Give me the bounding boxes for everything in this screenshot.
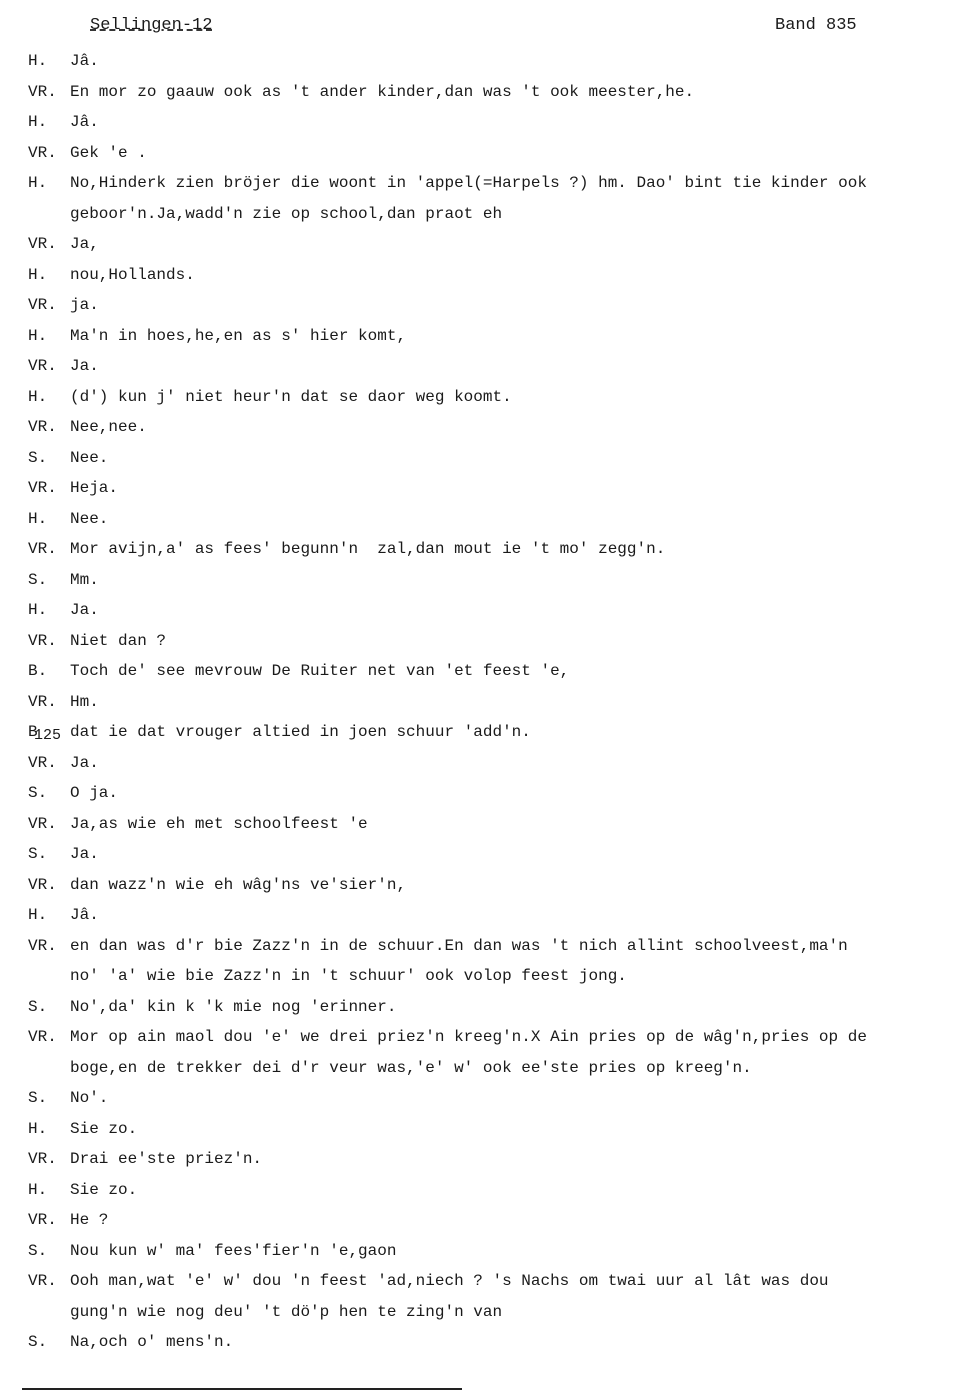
transcript-line bbox=[28, 138, 958, 169]
transcript-line bbox=[28, 748, 958, 779]
utterance-text: Mor op ain maol dou 'e' we drei priez'n kreeg'n.X Ain pries op de wâg'n,pries op de bbox=[70, 1028, 867, 1046]
speaker-label: S. bbox=[28, 1241, 48, 1260]
utterance-text: boge,en de trekker dei d'r veur was,'e' w' ook ee'ste pries op kreeg'n. bbox=[70, 1058, 752, 1077]
speaker-label: VR. bbox=[28, 1211, 57, 1229]
speaker-label: H. bbox=[28, 113, 48, 131]
transcript-line bbox=[28, 1144, 958, 1175]
utterance-text: ja. bbox=[70, 296, 99, 314]
transcript-line bbox=[28, 46, 958, 77]
speaker-label: VR. bbox=[28, 1028, 57, 1046]
utterance-text: No,Hinderk zien bröjer die woont in 'appel(=Harpels ?) hm. Dao' bint tie kinder ook bbox=[70, 174, 867, 192]
speaker-label: H. bbox=[28, 387, 48, 406]
utterance-text: nou,Hollands. bbox=[70, 265, 195, 284]
utterance-text: Jâ. bbox=[70, 113, 99, 131]
utterance-text: Drai ee'ste priez'n. bbox=[70, 1150, 263, 1168]
speaker-label: VR. bbox=[28, 875, 57, 894]
transcript-line bbox=[28, 107, 958, 138]
transcript-line bbox=[28, 412, 958, 443]
utterance-text: Ja. bbox=[70, 357, 99, 375]
utterance-text: Ja,as wie eh met schoolfeest 'e bbox=[70, 814, 368, 833]
page-header-band: Band 835 bbox=[775, 16, 857, 35]
transcript-line bbox=[28, 77, 958, 108]
transcript-line bbox=[28, 1266, 958, 1297]
speaker-label: H. bbox=[28, 906, 48, 924]
utterance-text: dan wazz'n wie eh wâg'ns ve'sier'n, bbox=[70, 875, 407, 894]
transcript-line bbox=[28, 809, 958, 840]
utterance-text: Ja. bbox=[70, 601, 99, 619]
utterance-text: geboor'n.Ja,wadd'n zie op school,dan praot eh bbox=[70, 204, 503, 223]
utterance-text: He ? bbox=[70, 1211, 109, 1229]
transcript-line bbox=[28, 565, 958, 596]
utterance-text: Heja. bbox=[70, 479, 119, 497]
transcript-line bbox=[28, 870, 958, 901]
speaker-label: S. bbox=[28, 1089, 48, 1107]
margin-note: 125 bbox=[34, 727, 62, 744]
speaker-label: VR. bbox=[28, 418, 57, 436]
utterance-text: Nou kun w' ma' fees'fier'n 'e,gaon bbox=[70, 1241, 397, 1260]
speaker-label: VR. bbox=[28, 1272, 57, 1290]
utterance-text: En mor zo gaauw ook as 't ander kinder,dan was 't ook meester,he. bbox=[70, 82, 695, 101]
speaker-label: VR. bbox=[28, 82, 57, 101]
speaker-label: VR. bbox=[28, 1150, 57, 1168]
transcript-line bbox=[28, 992, 958, 1023]
speaker-label: VR. bbox=[28, 479, 57, 497]
transcript-line bbox=[28, 321, 958, 352]
transcript-line bbox=[28, 1205, 958, 1236]
speaker-label: VR. bbox=[28, 296, 57, 314]
speaker-label: H. bbox=[28, 265, 48, 284]
utterance-text: Nee. bbox=[70, 448, 109, 467]
utterance-text: No'. bbox=[70, 1089, 109, 1107]
transcript-line bbox=[28, 1053, 958, 1084]
transcript-line bbox=[28, 260, 958, 291]
utterance-text: en dan was d'r bie Zazz'n in de schuur.En dan was 't nich allint schoolveest,ma'n bbox=[70, 936, 848, 955]
utterance-text: gung'n wie nog deu' 't dö'p hen te zing'n van bbox=[70, 1302, 503, 1321]
utterance-text: Na,och o' mens'n. bbox=[70, 1333, 234, 1351]
transcript-line bbox=[28, 839, 958, 870]
speaker-label: S. bbox=[28, 997, 48, 1016]
speaker-label: VR. bbox=[28, 936, 57, 955]
transcript-line bbox=[28, 626, 958, 657]
utterance-text: dat ie dat vrouger altied in joen schuur 'add'n. bbox=[70, 723, 531, 741]
speaker-label: VR. bbox=[28, 235, 57, 253]
utterance-text: Ooh man,wat 'e' w' dou 'n feest 'ad,niech ? 's Nachs om twai uur al lât was dou bbox=[70, 1272, 829, 1290]
transcript-line bbox=[28, 1236, 958, 1267]
utterance-text: Nee,nee. bbox=[70, 418, 147, 436]
speaker-label: VR. bbox=[28, 692, 57, 711]
speaker-label: B bbox=[28, 723, 38, 741]
transcript-line bbox=[28, 961, 958, 992]
transcript-line bbox=[28, 504, 958, 535]
utterance-text: (d') kun j' niet heur'n dat se daor weg koomt. bbox=[70, 387, 512, 406]
transcript-body bbox=[28, 46, 958, 1358]
speaker-label: H. bbox=[28, 509, 48, 528]
page-header-title: Sellingen-12 bbox=[90, 16, 213, 35]
speaker-label: VR. bbox=[28, 357, 57, 375]
transcript-line bbox=[28, 199, 958, 230]
speaker-label: VR. bbox=[28, 814, 57, 833]
transcript-line bbox=[28, 1083, 958, 1114]
footer-rule bbox=[22, 1388, 462, 1390]
speaker-label: B. bbox=[28, 662, 48, 680]
utterance-text: no' 'a' wie bie Zazz'n in 't schuur' ook volop feest jong. bbox=[70, 967, 627, 985]
utterance-text: Nee. bbox=[70, 509, 109, 528]
transcript-line bbox=[28, 778, 958, 809]
utterance-text: Ja. bbox=[70, 845, 99, 863]
utterance-text: Mm. bbox=[70, 570, 99, 589]
speaker-label: S. bbox=[28, 784, 48, 802]
utterance-text: Sie zo. bbox=[70, 1119, 138, 1138]
speaker-label: S. bbox=[28, 845, 48, 863]
transcript-line bbox=[28, 351, 958, 382]
utterance-text: Ja. bbox=[70, 753, 99, 772]
transcript-line bbox=[28, 931, 958, 962]
speaker-label: VR. bbox=[28, 753, 57, 772]
speaker-label: H. bbox=[28, 326, 48, 345]
transcript-line bbox=[28, 656, 958, 687]
transcript-line bbox=[28, 687, 958, 718]
utterance-text: Sie zo. bbox=[70, 1180, 138, 1199]
transcript-line bbox=[28, 1175, 958, 1206]
transcript-line bbox=[28, 900, 958, 931]
transcript-line bbox=[28, 290, 958, 321]
speaker-label: H. bbox=[28, 601, 48, 619]
transcript-line bbox=[28, 1327, 958, 1358]
speaker-label: S. bbox=[28, 1333, 48, 1351]
utterance-text: Jâ. bbox=[70, 52, 99, 70]
speaker-label: S. bbox=[28, 448, 48, 467]
utterance-text: Toch de' see mevrouw De Ruiter net van 'et feest 'e, bbox=[70, 662, 570, 680]
speaker-label: H. bbox=[28, 52, 48, 70]
transcript-line bbox=[28, 1114, 958, 1145]
speaker-label: S. bbox=[28, 570, 48, 589]
utterance-text: No',da' kin k 'k mie nog 'erinner. bbox=[70, 997, 397, 1016]
speaker-label: VR. bbox=[28, 143, 57, 162]
utterance-text: Hm. bbox=[70, 692, 99, 711]
utterance-text: Ma'n in hoes,he,en as s' hier komt, bbox=[70, 326, 407, 345]
utterance-text: O ja. bbox=[70, 784, 119, 802]
transcript-line bbox=[28, 717, 958, 748]
transcript-line bbox=[28, 443, 958, 474]
transcript-line bbox=[28, 382, 958, 413]
speaker-label: VR. bbox=[28, 540, 57, 558]
transcript-line bbox=[28, 534, 958, 565]
speaker-label: VR. bbox=[28, 631, 57, 650]
utterance-text: Mor avijn,a' as fees' begunn'n zal,dan mout ie 't mo' zegg'n. bbox=[70, 540, 666, 558]
transcript-line bbox=[28, 595, 958, 626]
transcript-line bbox=[28, 1022, 958, 1053]
speaker-label: H. bbox=[28, 174, 48, 192]
utterance-text: Gek 'e . bbox=[70, 143, 147, 162]
transcript-line bbox=[28, 168, 958, 199]
transcript-line bbox=[28, 229, 958, 260]
transcript-line bbox=[28, 473, 958, 504]
utterance-text: Jâ. bbox=[70, 906, 99, 924]
utterance-text: Niet dan ? bbox=[70, 631, 167, 650]
speaker-label: H. bbox=[28, 1119, 48, 1138]
utterance-text: Ja, bbox=[70, 235, 99, 253]
transcript-line bbox=[28, 1297, 958, 1328]
speaker-label: H. bbox=[28, 1180, 48, 1199]
